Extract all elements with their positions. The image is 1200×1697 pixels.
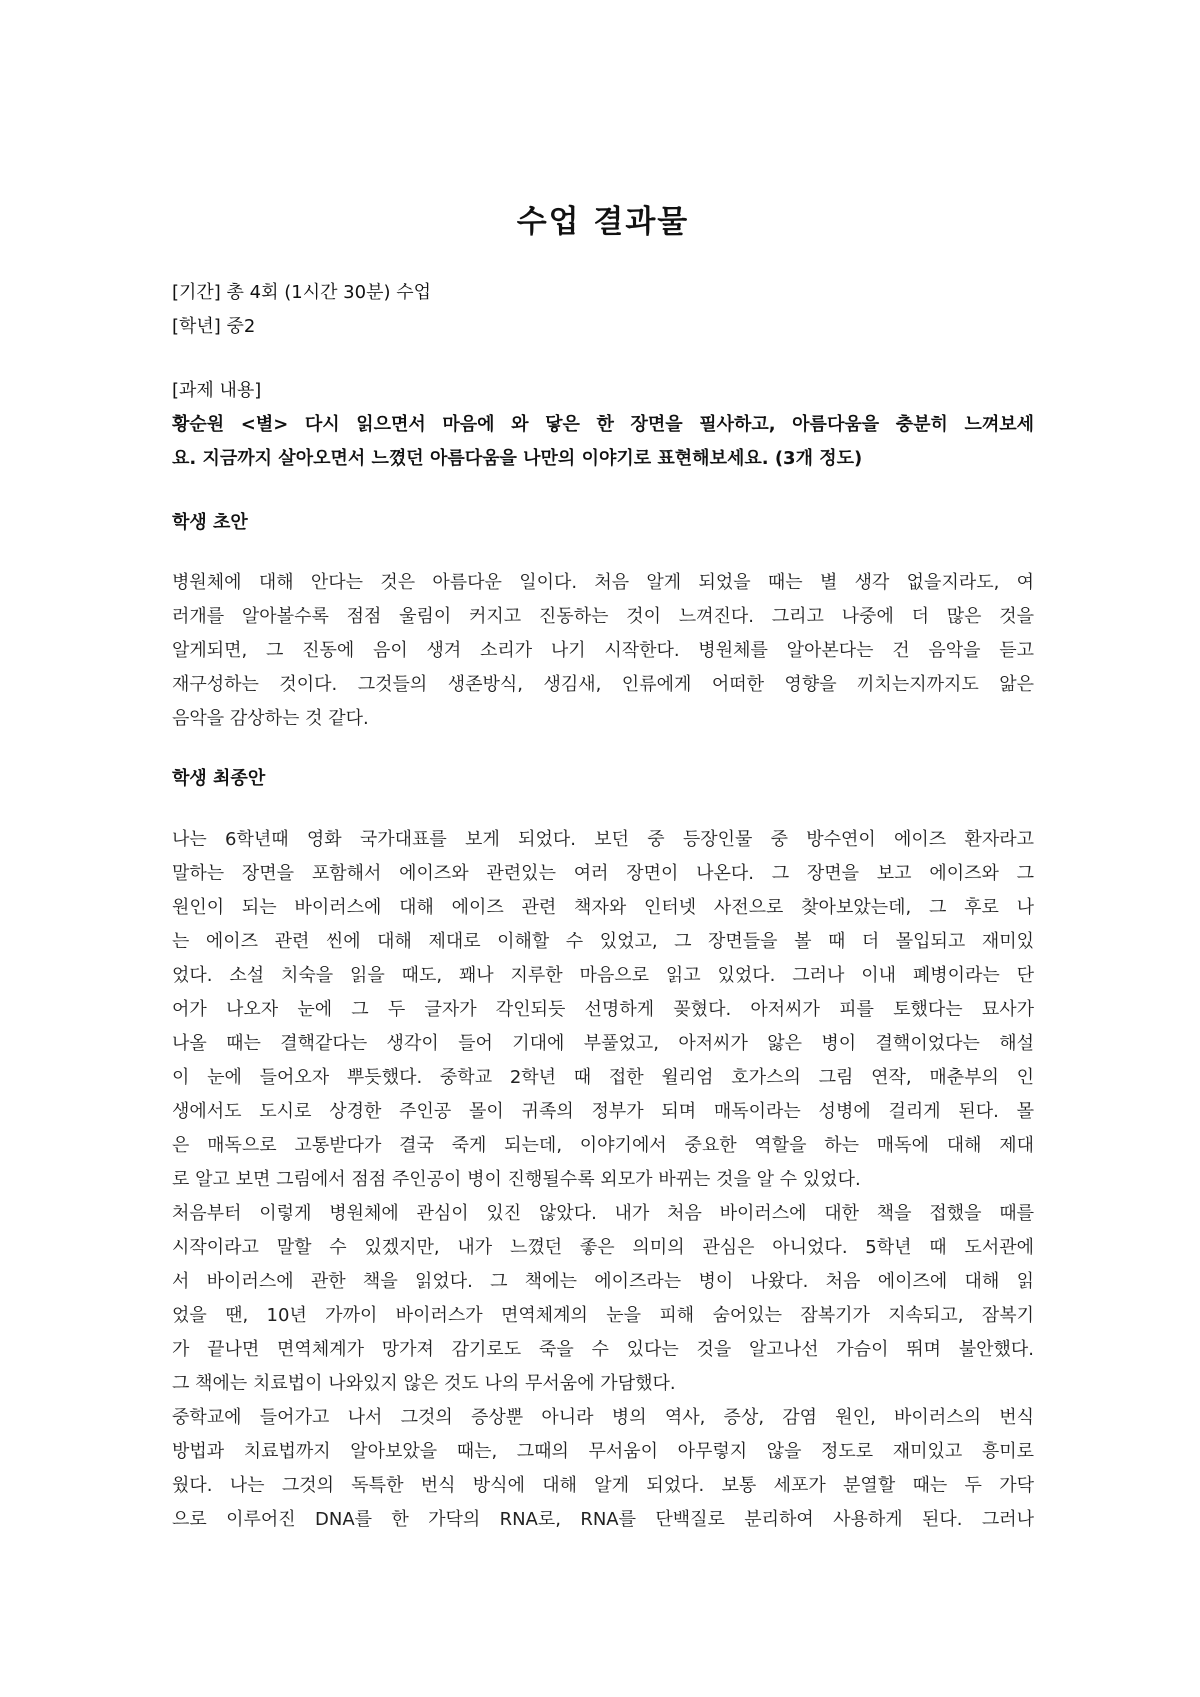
- class-info: [172, 276, 431, 344]
- final-line: 나올 때는 결핵같다는 생각이 들어 기대에 부풀었고, 아저씨가 앓은 병이 결핵이었다는 해설: [172, 1033, 1034, 1054]
- period-info: [기간] 총 4회 (1시간 30분) 수업: [172, 282, 431, 303]
- final-line: 원인이 되는 바이러스에 대해 에이즈 관련 책자와 인터넷 사전으로 찾아보았는데, 그 후로 나: [172, 897, 1034, 918]
- final-line: 나는 6학년때 영화 국가대표를 보게 되었다. 보던 중 등장인물 중 방수연이 에이즈 환자라고: [172, 829, 1034, 850]
- draft-text: [172, 566, 1034, 736]
- task-label: [과제 내용]: [172, 380, 262, 401]
- final-line: 중학교에 들어가고 나서 그것의 증상뿐 아니라 병의 역사, 증상, 감염 원인, 바이러스의 번식: [172, 1407, 1034, 1428]
- grade-info: [학년] 중2: [172, 316, 256, 337]
- page-title: 수업 결과물: [516, 204, 690, 240]
- final-line: 웠다. 나는 그것의 독특한 번식 방식에 대해 알게 되었다. 보통 세포가 분열할 때는 두 가닥: [172, 1475, 1034, 1496]
- draft-line: 알게되면, 그 진동에 음이 생겨 소리가 나기 시작한다. 병원체를 알아본다는 건 음악을 듣고: [172, 640, 1034, 661]
- final-line: 그 책에는 치료법이 나와있지 않은 것도 나의 무서움에 가담했다.: [172, 1373, 676, 1394]
- draft-line: 음악을 감상하는 것 같다.: [172, 708, 369, 729]
- final-line: 가 끝나면 면역체계가 망가져 감기로도 죽을 수 있다는 것을 알고나선 가슴이 뛰며 불안했다.: [172, 1339, 1034, 1360]
- task-line: 황순원 <별> 다시 읽으면서 마음에 와 닿은 한 장면을 필사하고, 아름다움을 충분히 느껴보세: [172, 414, 1034, 435]
- final-line: 시작이라고 말할 수 있겠지만, 내가 느꼈던 좋은 의미의 관심은 아니었다. 5학년 때 도서관에: [172, 1237, 1034, 1258]
- final-line: 말하는 장면을 포함해서 에이즈와 관련있는 여러 장면이 나온다. 그 장면을 보고 에이즈와 그: [172, 863, 1034, 884]
- final-line: 은 매독으로 고통받다가 결국 죽게 되는데, 이야기에서 중요한 역할을 하는 매독에 대해 제대: [172, 1135, 1034, 1156]
- final-line: 이 눈에 들어오자 뿌듯했다. 중학교 2학년 때 접한 윌리엄 호가스의 그림 연작, 매춘부의 인: [172, 1067, 1034, 1088]
- final-line: 처음부터 이렇게 병원체에 관심이 있진 않았다. 내가 처음 바이러스에 대한 책을 접했을 때를: [172, 1203, 1034, 1224]
- draft-heading: 학생 초안: [172, 512, 248, 533]
- final-line: 는 에이즈 관련 씬에 대해 제대로 이해할 수 있었고, 그 장면들을 볼 때 더 몰입되고 재미있: [172, 931, 1034, 952]
- final-line: 서 바이러스에 관한 책을 읽었다. 그 책에는 에이즈라는 병이 나왔다. 처음 에이즈에 대해 읽: [172, 1271, 1034, 1292]
- draft-line: 러개를 알아볼수록 점점 울림이 커지고 진동하는 것이 느껴진다. 그리고 나중에 더 많은 것을: [172, 606, 1034, 627]
- final-line: 방법과 치료법까지 알아보았을 때는, 그때의 무서움이 아무렇지 않을 정도로 재미있고 흥미로: [172, 1441, 1034, 1462]
- final-line: 었다. 소설 치숙을 읽을 때도, 꽤나 지루한 마음으로 읽고 있었다. 그러나 이내 폐병이라는 단: [172, 965, 1034, 986]
- final-text: [172, 823, 1034, 1537]
- final-line: 었을 땐, 10년 가까이 바이러스가 면역체계의 눈을 피해 숨어있는 잠복기가 지속되고, 잠복기: [172, 1305, 1034, 1326]
- task-line: 요. 지금까지 살아오면서 느꼈던 아름다움을 나만의 이야기로 표현해보세요. (3개 정도): [172, 448, 863, 469]
- draft-line: 병원체에 대해 안다는 것은 아름다운 일이다. 처음 알게 되었을 때는 별 생각 없을지라도, 여: [172, 572, 1034, 593]
- final-line: 어가 나오자 눈에 그 두 글자가 각인되듯 선명하게 꽂혔다. 아저씨가 피를 토했다는 묘사가: [172, 999, 1034, 1020]
- task-description: [172, 408, 1034, 476]
- final-line: 으로 이루어진 DNA를 한 가닥의 RNA로, RNA를 단백질로 분리하여 사용하게 된다. 그러나: [172, 1509, 1034, 1530]
- final-line: 생에서도 도시로 상경한 주인공 몰이 귀족의 정부가 되며 매독이라는 성병에 걸리게 된다. 몰: [172, 1101, 1034, 1122]
- draft-line: 재구성하는 것이다. 그것들의 생존방식, 생김새, 인류에게 어떠한 영향을 끼치는지까지도 앎은: [172, 674, 1034, 695]
- final-heading: 학생 최종안: [172, 768, 266, 789]
- final-line: 로 알고 보면 그림에서 점점 주인공이 병이 진행될수록 외모가 바뀌는 것을 알 수 있었다.: [172, 1169, 861, 1190]
